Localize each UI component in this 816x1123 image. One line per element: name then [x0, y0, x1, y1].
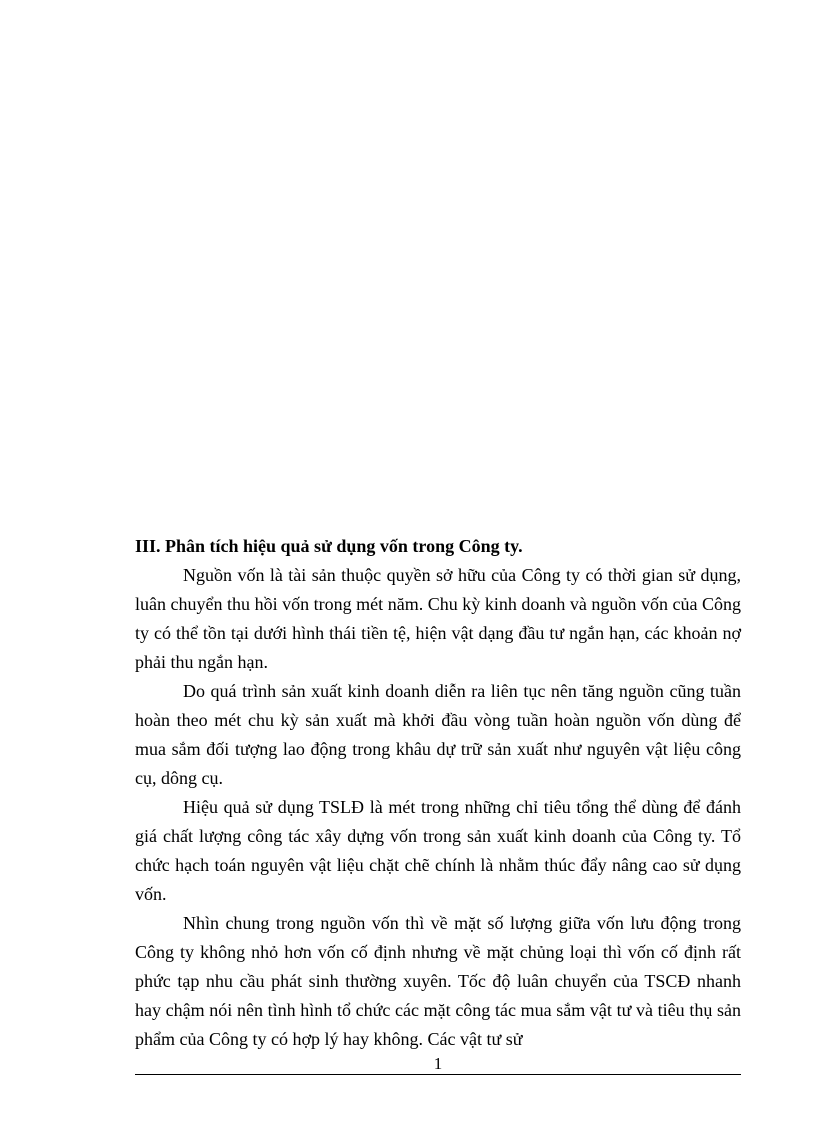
- paragraph: Nhìn chung trong nguồn vốn thì về mặt số lượng giữa vốn lưu động trong Công ty không nhỏ hơn vốn cố định nhưng về mặt chủng loại thì vốn cố định rất phức tạp nhu cầu phát sinh thường xuyên. Tốc độ luân chuyển của TSCĐ nhanh hay chậm nói nên tình hình tổ chức các mặt công tác mua sắm vật tư và tiêu thụ sản phẩm của Công ty có hợp lý hay không. Các vật tư sử: [135, 913, 741, 1049]
- footer-divider: [135, 1074, 741, 1075]
- section-content: [135, 532, 741, 1054]
- paragraph: Nguồn vốn là tài sản thuộc quyền sở hữu của Công ty có thời gian sử dụng, luân chuyển thu hồi vốn trong mét năm. Chu kỳ kinh doanh và nguồn vốn của Công ty có thể tồn tại dưới hình thái tiền tệ, hiện vật dạng đầu tư ngắn hạn, các khoản nợ phải thu ngắn hạn.: [135, 565, 741, 672]
- section-heading: III. Phân tích hiệu quả sử dụng vốn trong Công ty.: [135, 536, 523, 556]
- page-footer: [135, 1054, 741, 1076]
- paragraph: Hiệu quả sử dụng TSLĐ là mét trong những chỉ tiêu tổng thể dùng để đánh giá chất lượng công tác xây dựng vốn trong sản xuất kinh doanh của Công ty. Tổ chức hạch toán nguyên vật liệu chặt chẽ chính là nhằm thúc đẩy nâng cao sử dụng vốn.: [135, 797, 741, 904]
- page-number: 1: [433, 1054, 443, 1073]
- paragraph: Do quá trình sản xuất kinh doanh diễn ra liên tục nên tăng nguồn cũng tuần hoàn theo mét chu kỳ sản xuất mà khởi đầu vòng tuần hoàn nguồn vốn dùng để mua sắm đối tượng lao động trong khâu dự trữ sản xuất như nguyên vật liệu công cụ, dông cụ.: [135, 681, 741, 788]
